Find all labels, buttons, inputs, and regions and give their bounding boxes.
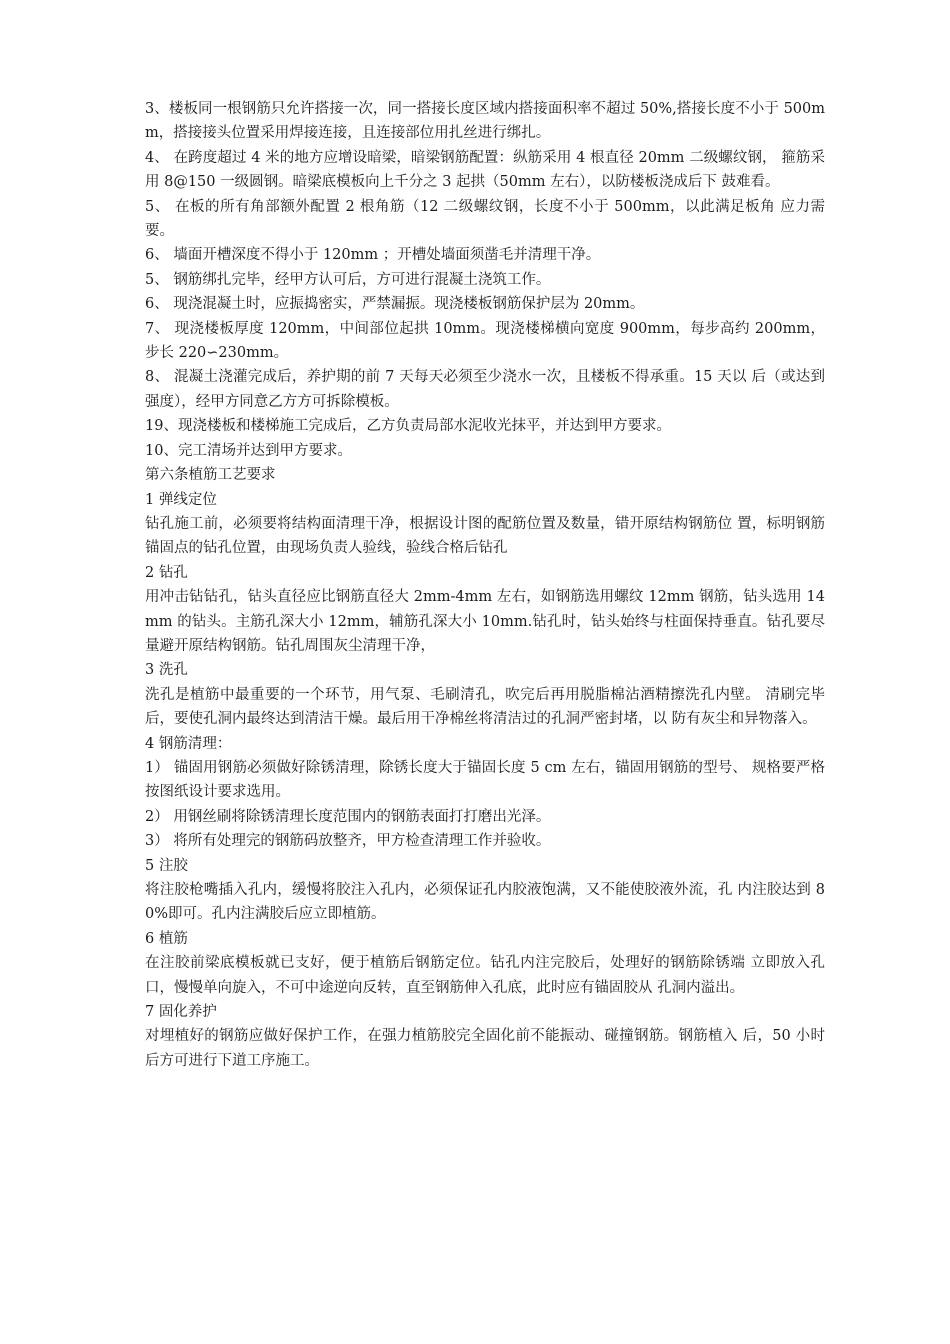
step-heading-hole-cleaning: 3 洗孔 — [145, 662, 188, 679]
clause-6-vibration: 6、 现浇混凝土时，应振捣密实，严禁漏振。现浇楼板钢筋保护层为 20mm。 — [145, 296, 645, 313]
step-heading-drilling: 2 钻孔 — [145, 564, 188, 581]
step-heading-marking: 1 弹线定位 — [145, 491, 217, 508]
step-heading-glue-injection: 5 注胶 — [145, 857, 188, 874]
step-text-hole-cleaning: 洗孔是植筋中最重要的一个环节，用气泵、毛刷清孔，吹完后再用脱脂棉沾酒精擦洗孔内壁。 清刷完毕后，要使孔洞内最终达到清洁干燥。最后用干净棉丝将清洁过的孔洞严密封堵，以 防有灰尘和异物落入。 — [145, 686, 825, 728]
step-heading-planting: 6 植筋 — [145, 930, 188, 947]
clause-4-hidden-beam: 4、 在跨度超过 4 米的地方应增设暗梁，暗梁钢筋配置：纵筋采用 4 根直径 20mm 二级螺纹钢， 箍筋采用 8@150 一级圆钢。暗梁底模板向上千分之 3 起拱（50mm 左右），以防楼板浇成后下 鼓难看。 — [145, 149, 825, 191]
rebar-cleaning-item-1: 1） 锚固用钢筋必须做好除锈清理，除锈长度大于锚固长度 5 cm 左右，锚固用钢筋的型号、 规格要严格按图纸设计要求选用。 — [145, 759, 825, 801]
step-text-drilling: 用冲击钻钻孔，钻头直径应比钢筋直径大 2mm-4mm 左右，如钢筋选用螺纹 12mm 钢筋，钻头选用 14mm 的钻头。主筋孔深大小 12mm，辅筋孔深大小 10mm.钻孔时，钻头始终与柱面保持垂直。钻孔要尽量避开原结构钢筋。钻孔周围灰尘清理干净， — [145, 589, 825, 654]
step-text-marking: 钻孔施工前，必须要将结构面清理干净，根据设计图的配筋位置及数量，错开原结构钢筋位 置，标明钢筋锚固点的钻孔位置，由现场负责人验线，验线合格后钻孔 — [145, 515, 825, 557]
clause-19-finishing: 19、现浇楼板和楼梯施工完成后，乙方负责局部水泥收光抹平，并达到甲方要求。 — [145, 418, 671, 435]
clause-3-splice: 3、楼板同一根钢筋只允许搭接一次，同一搭接长度区域内搭接面积率不超过 50%,搭接长度不小于 500mm，搭接接头位置采用焊接连接，且连接部位用扎丝进行绑扎。 — [145, 101, 825, 142]
step-heading-rebar-cleaning: 4 钢筋清理： — [145, 735, 232, 752]
step-text-glue-injection: 将注胶枪嘴插入孔内，缓慢将胶注入孔内，必须保证孔内胶液饱满，又不能使胶液外流，孔 内注胶达到 80%即可。孔内注满胶后应立即植筋。 — [145, 882, 825, 923]
clause-10-cleanup: 10、完工清场并达到甲方要求。 — [145, 442, 352, 459]
clause-5-corner-bars: 5、 在板的所有角部额外配置 2 根角筋（12 二级螺纹钢，长度不小于 500mm，以此满足板角 应力需要。 — [145, 198, 825, 240]
section-heading-rebar-planting: 第六条植筋工艺要求 — [145, 467, 276, 484]
clause-7-slab-thickness: 7、 现浇楼板厚度 120mm，中间部位起拱 10mm。现浇楼梯横向宽度 900mm，每步高约 200mm， 步长 220∽230mm。 — [145, 320, 825, 362]
step-text-planting: 在注胶前梁底模板就已支好，便于植筋后钢筋定位。钻孔内注完胶后，处理好的钢筋除锈端 立即放入孔口，慢慢单向旋入，不可中途逆向反转，直至钢筋伸入孔底，此时应有锚固胶从 孔洞内溢出。 — [145, 955, 825, 996]
clause-5-rebar-approval: 5、 钢筋绑扎完毕，经甲方认可后，方可进行混凝土浇筑工作。 — [145, 271, 551, 288]
step-text-curing: 对埋植好的钢筋应做好保护工作，在强力植筋胶完全固化前不能振动、碰撞钢筋。钢筋植入 后，50 小时后方可进行下道工序施工。 — [145, 1028, 825, 1069]
rebar-cleaning-item-3: 3） 将所有处理完的钢筋码放整齐，甲方检查清理工作并验收。 — [145, 833, 551, 850]
rebar-cleaning-item-2: 2） 用钢丝刷将除锈清理长度范围内的钢筋表面打打磨出光泽。 — [145, 808, 551, 825]
clause-6-wall-groove: 6、 墙面开槽深度不得小于 120mm ；开槽处墙面须凿毛并清理干净。 — [145, 247, 601, 264]
clause-8-curing: 8、 混凝土浇灌完成后，养护期的前 7 天每天必须至少浇水一次，且楼板不得承重。15 天以 后（或达到强度），经甲方同意乙方方可拆除模板。 — [145, 369, 825, 410]
document-body — [145, 97, 825, 1073]
step-heading-curing: 7 固化养护 — [145, 1004, 217, 1021]
